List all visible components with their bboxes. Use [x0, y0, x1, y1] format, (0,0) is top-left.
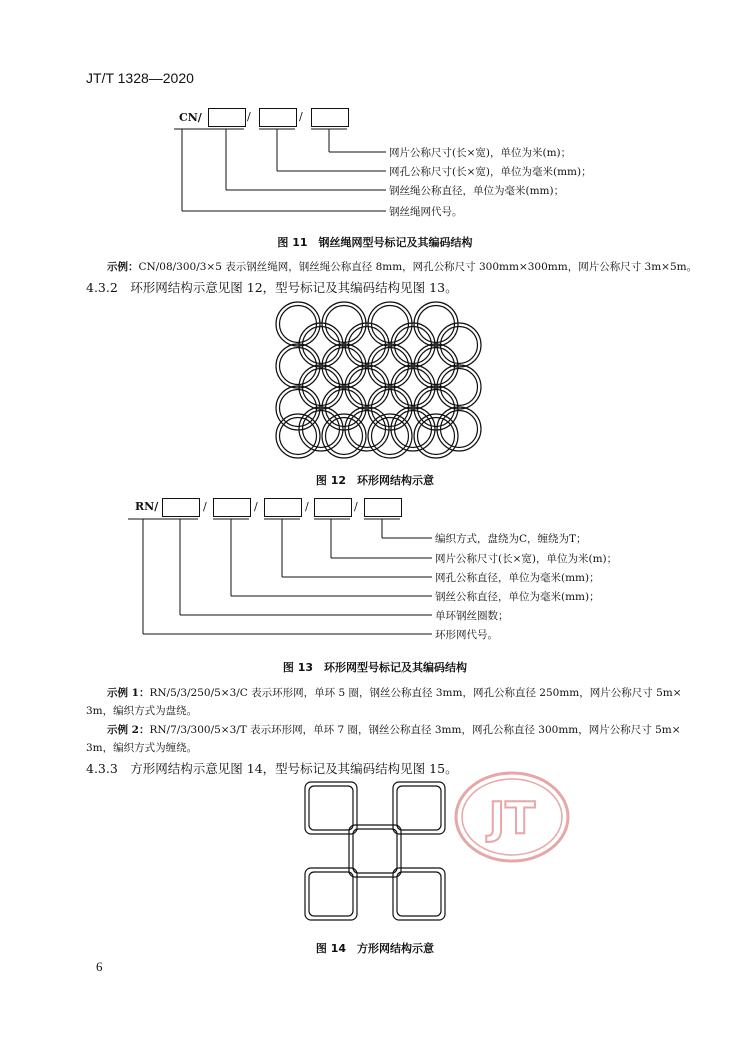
- fig11-caption: 图 11 钢丝绳网型号标记及其编码结构: [277, 236, 473, 249]
- square-mesh-center: [349, 825, 401, 877]
- fig11-slash-1: /: [247, 110, 251, 123]
- fig13-label-mesh-diameter: 网孔公称直径，单位为毫米(mm)；: [435, 572, 600, 584]
- fig13-label-net-code: 环形网代号。: [435, 629, 498, 641]
- standard-number: JT/T 1328—2020: [86, 70, 194, 86]
- fig13-example-2-line-2: 3m，编织方式为缠绕。: [86, 742, 198, 754]
- fig13-slash-2: /: [254, 500, 258, 513]
- square-mesh-bottom-left: [305, 868, 357, 920]
- fig13-example-1-label: 示例 1：: [107, 687, 150, 699]
- section-4-3-3: 4.3.3 方形网结构示意见图 14，型号标记及其编码结构见图 15。: [86, 761, 458, 776]
- page-number: 6: [96, 959, 103, 974]
- fig13-label-sheet-size: 网片公称尺寸(长×宽)，单位为米(m)；: [435, 553, 618, 565]
- fig13-example-2-label: 示例 2：: [107, 724, 150, 736]
- fig11-label-mesh-size: 网孔公称尺寸(长×宽)，单位为毫米(mm)；: [389, 166, 592, 178]
- fig13-caption: 图 13 环形网型号标记及其编码结构: [282, 661, 468, 674]
- square-mesh-top-right: [393, 782, 445, 834]
- section-4-3-2: 4.3.2 环形网结构示意见图 12，型号标记及其编码结构见图 13。: [86, 280, 458, 295]
- fig11-example-label: 示例：: [107, 261, 139, 273]
- fig13-example-1-text: RN/5/3/250/5×3/C 表示环形网，单环 5 圈，钢丝公称直径 3mm，网孔公称直径 250mm，网片公称尺寸 5m×: [149, 687, 682, 699]
- fig11-label-rope-diameter: 钢丝绳公称直径，单位为毫米(mm)；: [389, 185, 565, 197]
- fig13-slash-4: /: [354, 500, 358, 513]
- fig13-prefix: RN/: [135, 500, 159, 513]
- fig13-slash-1: /: [203, 500, 207, 513]
- fig13-label-wire-diameter: 钢丝公称直径，单位为毫米(mm)；: [435, 591, 600, 603]
- fig11-example-text: CN/08/300/3×5 表示钢丝绳网，钢丝绳公称直径 8mm，网孔公称尺寸 300mm×300mm，网片公称尺寸 3m×5m。: [138, 261, 698, 273]
- square-mesh-bottom-right: [393, 868, 445, 920]
- fig13-example-1-line-2: 3m，编织方式为盘绕。: [86, 705, 198, 717]
- fig13-example-2-text: RN/7/3/300/5×3/T 表示环形网，单环 7 圈，钢丝公称直径 3mm，网孔公称直径 300mm，网片公称尺寸 5m×: [149, 724, 681, 736]
- fig11-slash-2: /: [299, 110, 303, 123]
- square-mesh-top-left: [305, 782, 357, 834]
- svg-text:JT: JT: [488, 793, 536, 844]
- fig11-label-net-code: 钢丝绳网代号。: [389, 206, 463, 218]
- fig13-label-wire-turns: 单环钢丝圈数；: [435, 610, 509, 622]
- fig11-label-sheet-size: 网片公称尺寸(长×宽)，单位为米(m)；: [389, 147, 572, 159]
- fig13-label-weave: 编织方式，盘绕为C，缠绕为T；: [435, 533, 587, 545]
- fig14-caption: 图 14 方形网结构示意: [315, 942, 435, 955]
- fig11-prefix: CN/: [179, 111, 202, 124]
- fig13-slash-3: /: [305, 500, 309, 513]
- fig12-caption: 图 12 环形网结构示意: [315, 474, 435, 487]
